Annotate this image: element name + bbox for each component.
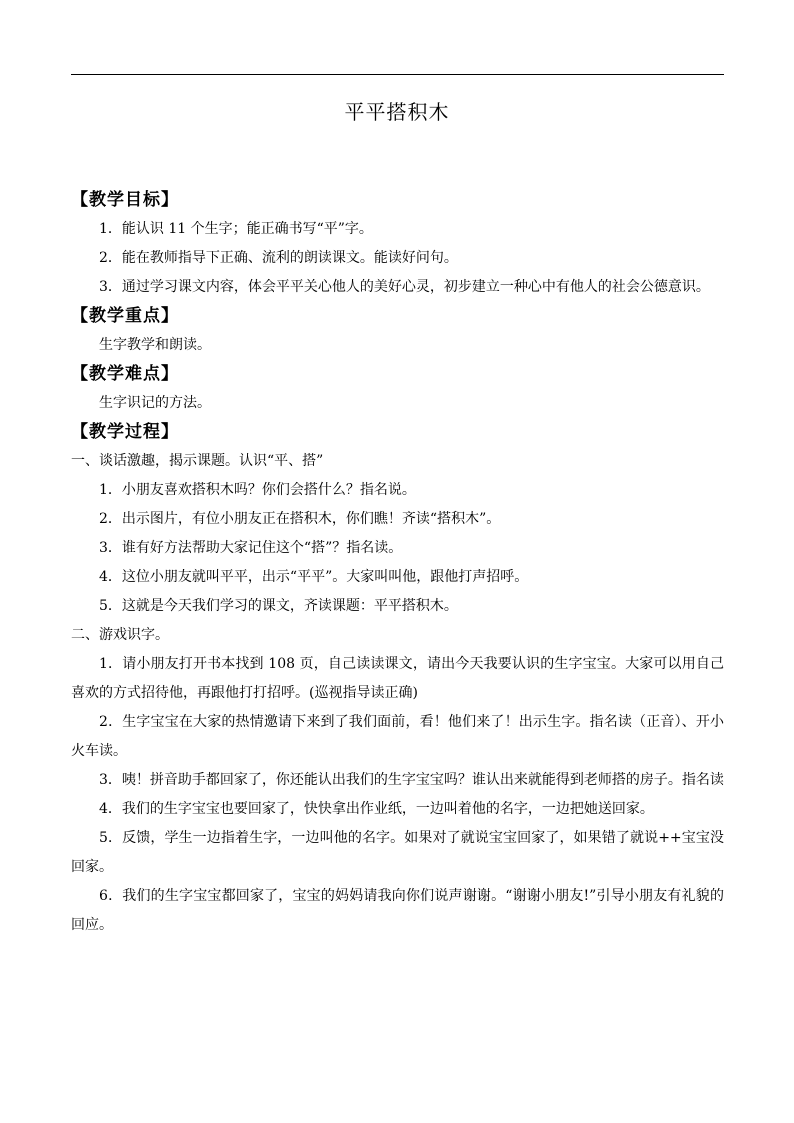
goal-item: 1．能认识 11 个生字；能正确书写“平”字。 bbox=[99, 221, 373, 237]
focus-text: 生字教学和朗读。 bbox=[99, 337, 211, 353]
part2-title: 二、游戏识字。 bbox=[71, 627, 169, 643]
goals-heading: 【教学目标】 bbox=[71, 190, 179, 210]
difficulty-heading: 【教学难点】 bbox=[71, 364, 179, 384]
part1-item: 3．谁有好方法帮助大家记住这个“搭”？指名读。 bbox=[99, 540, 403, 556]
part1-item: 4．这位小朋友就叫平平，出示“平平”。大家叫叫他，跟他打声招呼。 bbox=[99, 569, 529, 585]
header-rule bbox=[71, 74, 724, 75]
part1-item: 2．出示图片，有位小朋友正在搭积木，你们瞧！齐读“搭积木”。 bbox=[99, 511, 501, 527]
part1-item: 1．小朋友喜欢搭积木吗？你们会搭什么？指名说。 bbox=[99, 482, 416, 498]
part2-item: 4．我们的生字宝宝也要回家了，快快拿出作业纸，一边叫着他的名字，一边把她送回家。 bbox=[99, 801, 654, 817]
part2-item: 5．反馈，学生一边指着生字，一边叫他的名字。如果对了就说宝宝回家了，如果错了就说++宝宝没回家。 bbox=[71, 830, 724, 875]
part2-item: 6．我们的生字宝宝都回家了，宝宝的妈妈请我向你们说声谢谢。“谢谢小朋友!”引导小朋友有礼貌的回应。 bbox=[71, 888, 724, 933]
part2-item: 3．咦！拼音助手都回家了，你还能认出我们的生字宝宝吗？谁认出来就能得到老师搭的房子。指名读 bbox=[99, 772, 724, 788]
page-title: 平平搭积木 bbox=[344, 100, 450, 124]
goal-item: 3．通过学习课文内容，体会平平关心他人的美好心灵，初步建立一种心中有他人的社会公德意识。 bbox=[99, 279, 710, 295]
difficulty-text: 生字识记的方法。 bbox=[99, 395, 211, 411]
part2-item: 1．请小朋友打开书本找到 108 页，自己读读课文，请出今天我要认识的生字宝宝。大家可以用自己喜欢的方式招待他，再跟他打打招呼。(巡视指导读正确) bbox=[71, 656, 724, 701]
part2-item: 2．生字宝宝在大家的热情邀请下来到了我们面前，看！他们来了！出示生字。指名读（正音）、开小火车读。 bbox=[71, 714, 724, 759]
process-heading: 【教学过程】 bbox=[71, 422, 179, 442]
part1-title: 一、谈话激趣，揭示课题。认识“平、搭” bbox=[71, 453, 324, 469]
goal-item: 2．能在教师指导下正确、流利的朗读课文。能读好问句。 bbox=[99, 250, 458, 266]
focus-heading: 【教学重点】 bbox=[71, 306, 179, 326]
part1-item: 5．这就是今天我们学习的课文，齐读课题：平平搭积木。 bbox=[99, 598, 458, 614]
document-body bbox=[71, 186, 724, 940]
